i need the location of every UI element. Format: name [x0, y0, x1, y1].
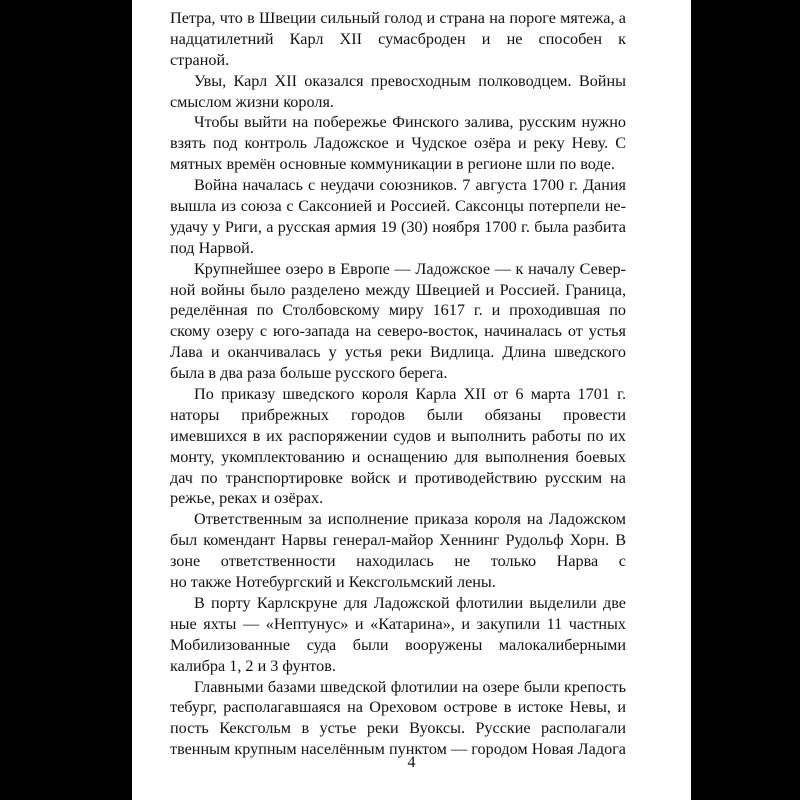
text-line: Мобилизованные суда были вооружены малокалиберными [170, 635, 626, 654]
paragraph [170, 71, 626, 113]
book-page [132, 0, 691, 800]
text-line: зоне ответственности находилась не только Нарва с [170, 552, 626, 571]
text-line: По приказу шведского короля Карла XII от 6 марта 1701 г. [194, 385, 626, 404]
text-line: вышла из союза с Саксонией и Россией. Саксонцы потерпели не- [170, 197, 626, 216]
text-line: скому озеру с юго-запада на северо-восток, начиналась от устья [170, 322, 626, 341]
paragraph [170, 259, 626, 384]
text-line: твенным крупным населённым пунктом — городом Новая Ладога [170, 740, 626, 759]
text-line: ной войны было разделено между Швецией и Россией. Граница, [170, 280, 626, 299]
text-line: калибра 1, 2 и 3 фунтов. [170, 656, 336, 675]
paragraph [170, 509, 626, 593]
paragraph [170, 8, 626, 71]
text-line: тебург, располагавшаяся на Ореховом острове в истоке Невы, и [170, 698, 626, 717]
text-line: взять под контроль Ладожское и Чудское озёра и реку Неву. С [170, 134, 626, 153]
text-line: имевшихся в их распоряжении судов и выполнить работы по их [170, 426, 626, 445]
text-line: страной. [170, 50, 230, 69]
text-line: под Нарвой. [170, 238, 254, 257]
text-line: Увы, Карл XII оказался превосходным полководцем. Войны [194, 71, 626, 90]
text-line: Петра, что в Швеции сильный голод и страна на пороге мятежа, а [170, 9, 626, 27]
text-line: мятных времён основные коммуникации в регионе шли по воде. [170, 155, 615, 174]
page-number: 4 [407, 754, 416, 771]
text-line: В порту Карлскруне для Ладожской флотилии выделили две [194, 593, 626, 612]
text-line: Ответственным за исполнение приказа короля на Ладожском [194, 510, 626, 529]
text-line: ределённая по Столбовскому миру 1617 г. и проходившая по [170, 301, 626, 320]
text-line: Главными базами шведской флотилии на озере были крепость [194, 677, 626, 696]
text-line: пость Кексгольм в устье реки Вуоксы. Русские располагали [170, 719, 626, 738]
text-line: Лава и оканчивалась у устья реки Видлица. Длина шведского [170, 343, 626, 362]
paragraph [170, 175, 626, 259]
text-line: наторы прибрежных городов были обязаны провести [170, 405, 626, 424]
text-line: ные яхты — «Нептунус» и «Катарина», и закупили 11 частных [170, 614, 626, 633]
paragraph [170, 593, 626, 677]
text-line: Чтобы выйти на побережье Финского залива, русским нужно [194, 113, 626, 132]
text-line: был комендант Нарвы генерал-майор Хеннинг Рудольф Хорн. В [170, 531, 626, 550]
paragraph [170, 677, 626, 761]
text-line: смыслом жизни короля. [170, 92, 334, 111]
text-line: Крупнейшее озеро в Европе — Ладожское — к началу Север- [194, 259, 626, 278]
text-line: была в два раза больше русского берега. [170, 364, 448, 383]
text-line: Война началась с неудачи союзников. 7 августа 1700 г. Дания [194, 176, 626, 195]
text-line: но также Нотебургский и Кексгольмский лены. [170, 573, 496, 592]
text-line: дач по транспортировке войск и противодействию русским на [170, 468, 626, 487]
text-line: надцатилетний Карл XII сумасброден и не способен к [170, 29, 626, 48]
text-line: режье, реках и озёрах. [170, 489, 324, 508]
paragraph [170, 112, 626, 175]
text-line: монту, укомплектованию и оснащению для выполнения боевых [170, 447, 626, 466]
page-body-text [170, 8, 626, 760]
paragraph [170, 384, 626, 509]
text-line: удачу у Риги, а русская армия 19 (30) ноября 1700 г. была разбита [170, 217, 626, 236]
